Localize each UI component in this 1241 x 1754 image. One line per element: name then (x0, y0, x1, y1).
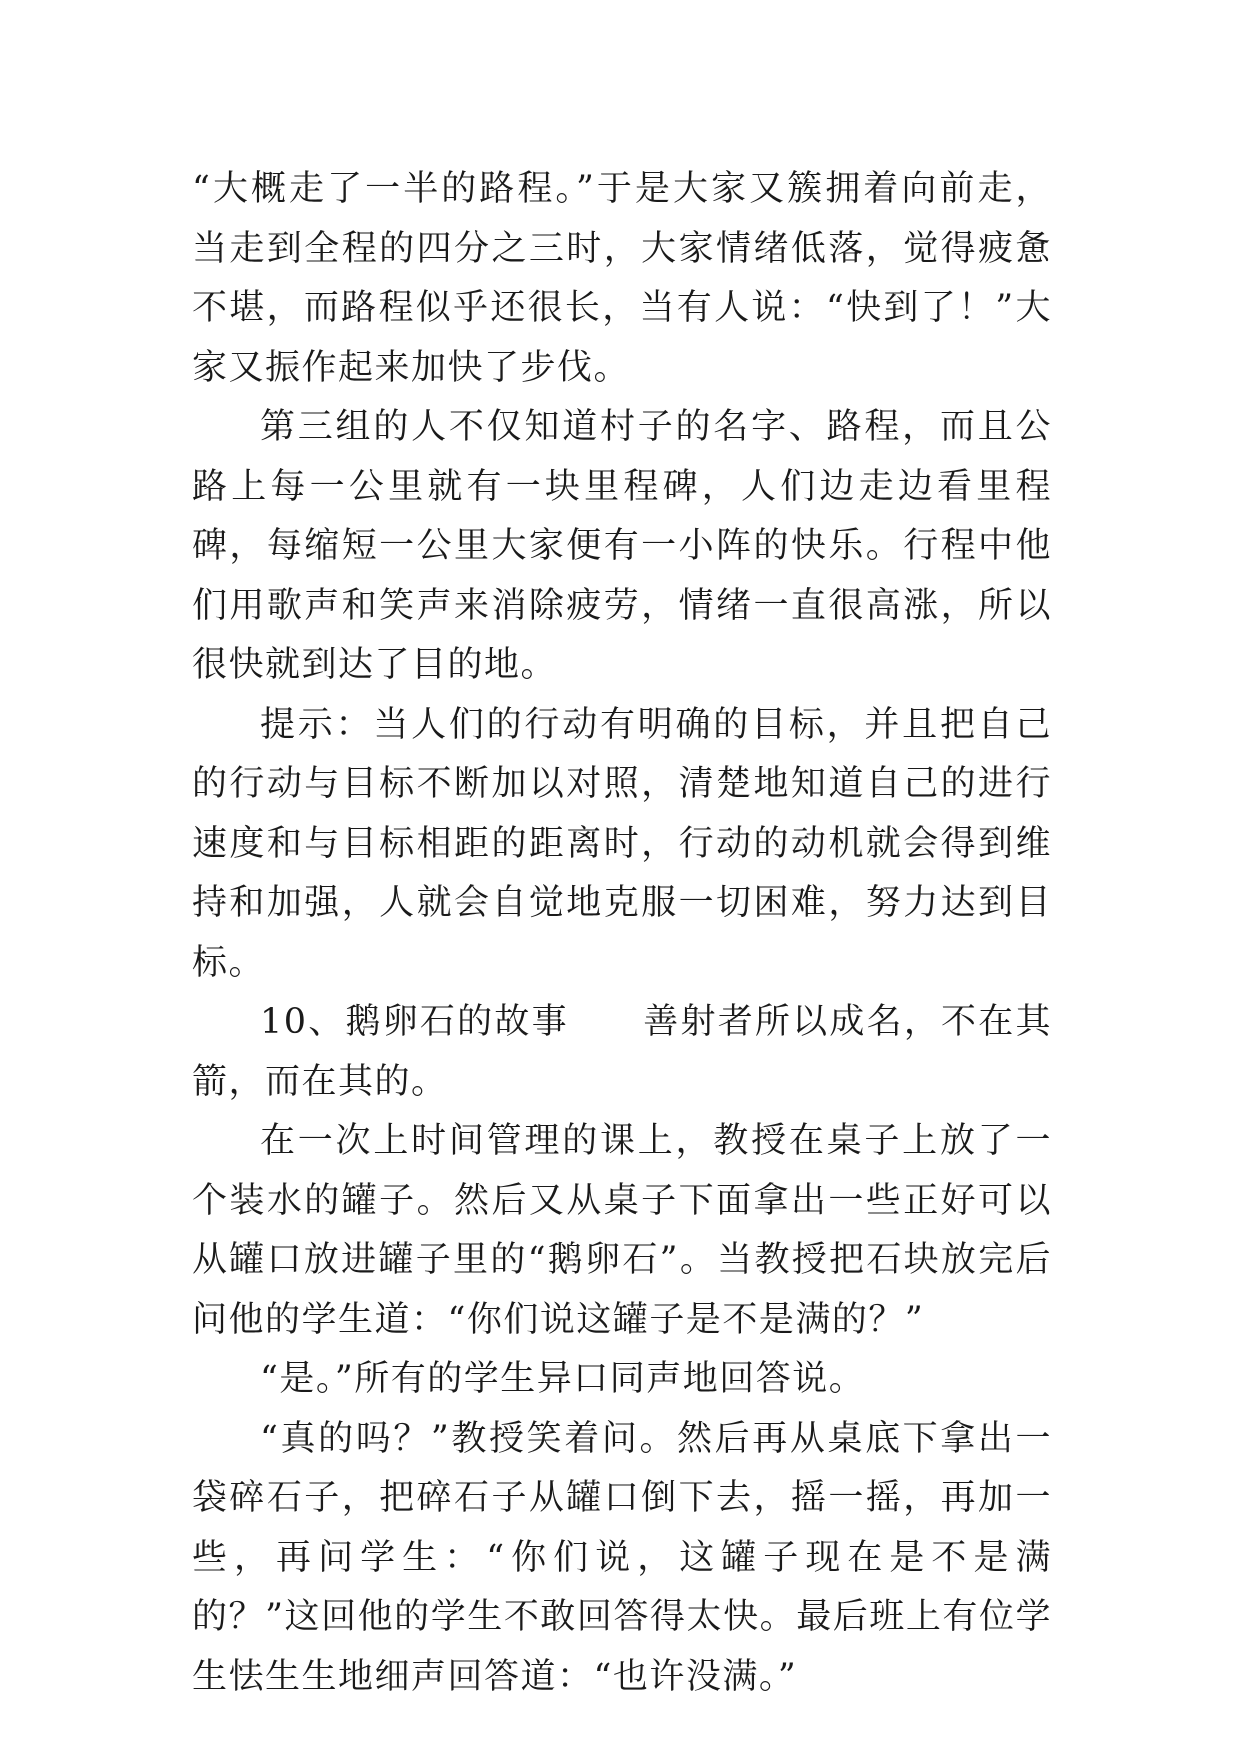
paragraph-4-story-heading: 10、鹅卵石的故事 善射者所以成名，不在其箭，而在其的。 (192, 1002, 1052, 1102)
paragraph-6: “是。”所有的学生异口同声地回答说。 (260, 1359, 866, 1399)
paragraph-5: 在一次上时间管理的课上，教授在桌子上放了一个装水的罐子。然后又从桌子下面拿出一些正好可以从罐口放进罐子里的“鹅卵石”。当教授把石块放完后问他的学生道：“你们说这罐子是不是满的？” (192, 1121, 1052, 1340)
document-body (192, 160, 1052, 1707)
paragraph-1: “大概走了一半的路程。”于是大家又簇拥着向前走，当走到全程的四分之三时，大家情绪低落，觉得疲惫不堪，而路程似乎还很长，当有人说：“快到了！”大家又振作起来加快了步伐。 (192, 169, 1052, 388)
paragraph-2: 第三组的人不仅知道村子的名字、路程，而且公路上每一公里就有一块里程碑，人们边走边看里程碑，每缩短一公里大家便有一小阵的快乐。行程中他们用歌声和笑声来消除疲劳，情绪一直很高涨，所以很快就到达了目的地。 (192, 407, 1052, 685)
paragraph-7: “真的吗？”教授笑着问。然后再从桌底下拿出一袋碎石子，把碎石子从罐口倒下去，摇一摇，再加一些，再问学生：“你们说，这罐子现在是不是满的？”这回他的学生不敢回答得太快。最后班上有位学生怯生生地细声回答道：“也许没满。” (192, 1418, 1052, 1697)
paragraph-3-hint: 提示：当人们的行动有明确的目标，并且把自己的行动与目标不断加以对照，清楚地知道自己的进行速度和与目标相距的距离时，行动的动机就会得到维持和加强，人就会自觉地克服一切困难，努力达到目标。 (192, 704, 1052, 983)
